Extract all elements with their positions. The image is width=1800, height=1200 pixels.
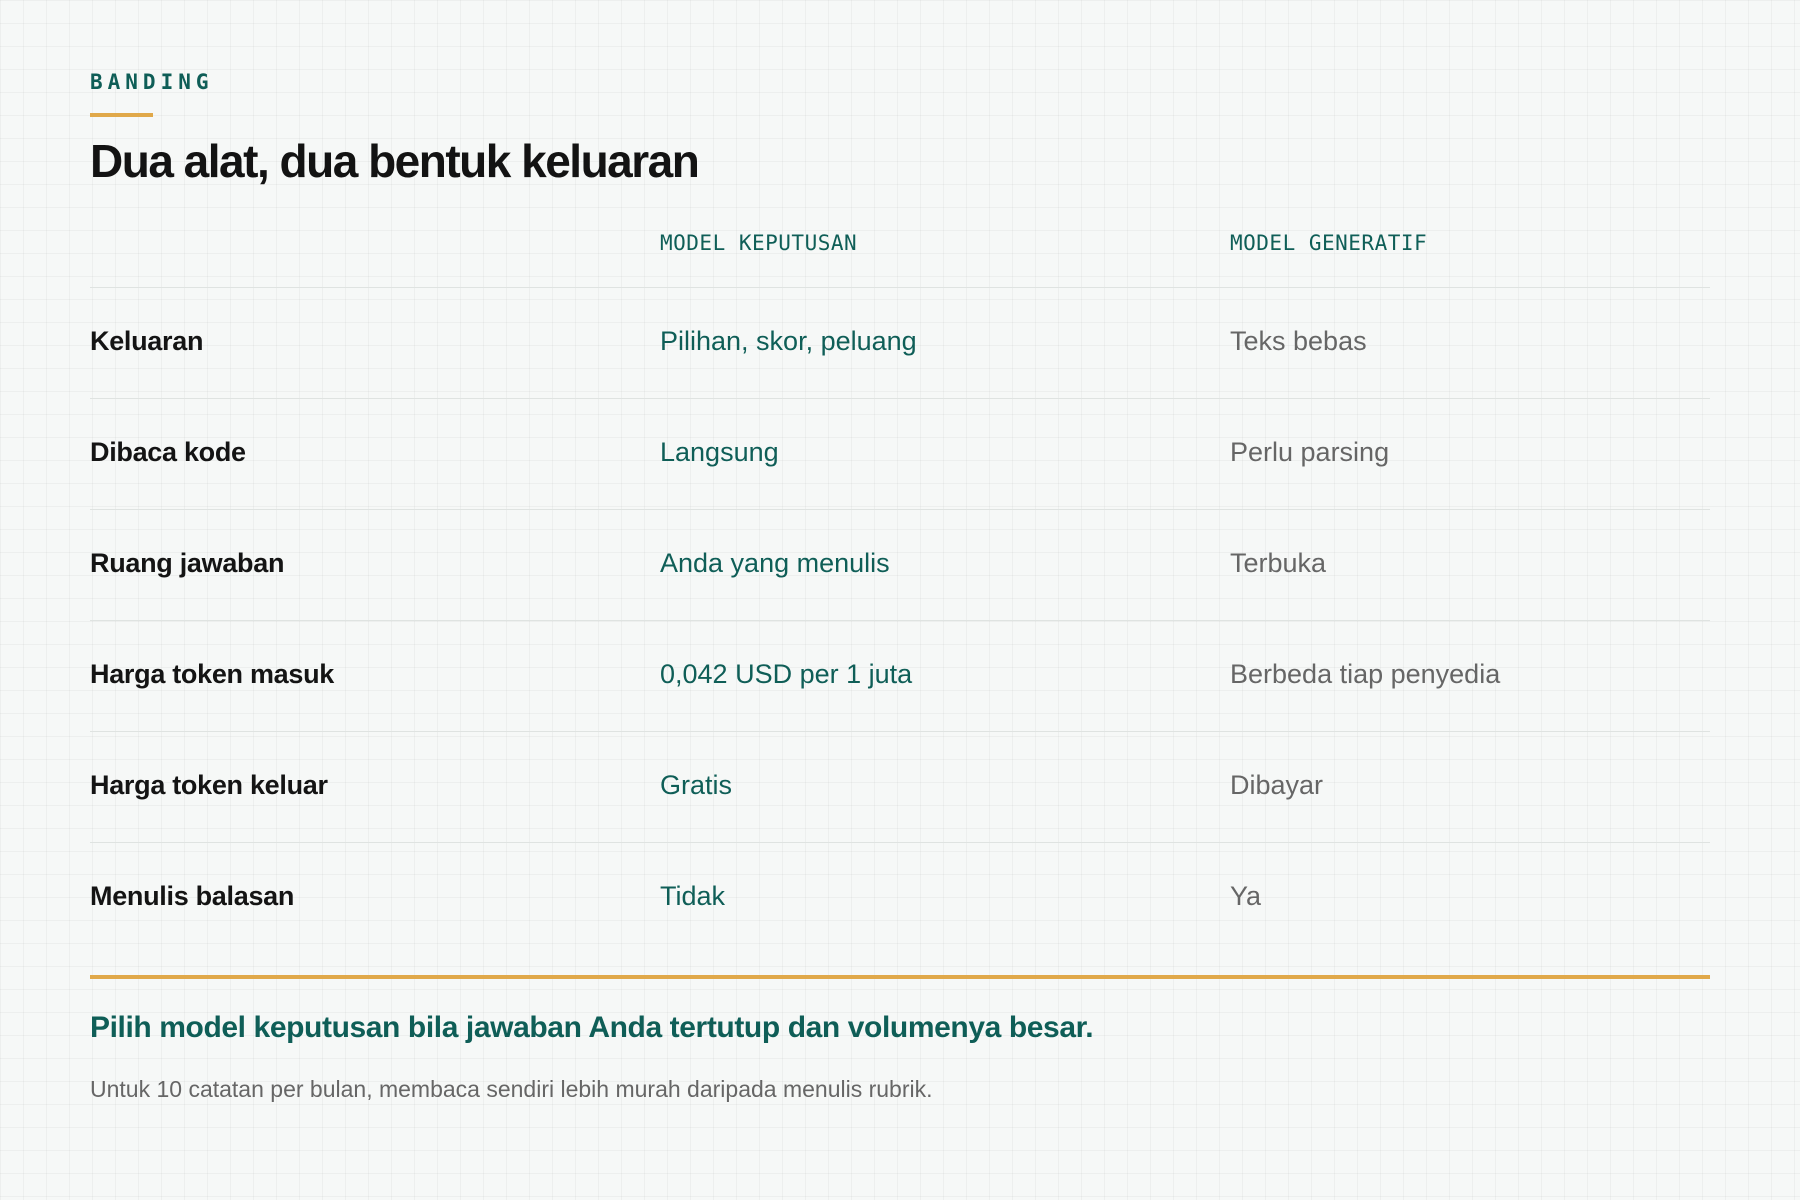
table-row: [90, 398, 1710, 509]
eyebrow-underline: [90, 113, 153, 117]
takeaway-headline: Pilih model keputusan bila jawaban Anda tertutup dan volumenya besar.: [90, 1011, 1094, 1044]
table-row: [90, 731, 1710, 842]
generative-model-value: Terbuka: [1230, 548, 1327, 578]
decision-model-value: Anda yang menulis: [660, 548, 890, 578]
table-header: [90, 220, 1710, 287]
generative-model-value: Ya: [1230, 881, 1262, 911]
row-label: Menulis balasan: [90, 881, 295, 911]
column-header-decision-model: MODEL KEPUTUSAN: [660, 231, 858, 255]
table-row: [90, 842, 1710, 953]
generative-model-value: Perlu parsing: [1230, 437, 1390, 467]
table-row: [90, 287, 1710, 398]
decision-model-value: Langsung: [660, 437, 779, 467]
takeaway-divider: [90, 975, 1710, 979]
row-label: Keluaran: [90, 326, 204, 356]
section-eyebrow: BANDING: [90, 70, 214, 94]
comparison-slide: [90, 0, 1710, 1200]
row-label: Ruang jawaban: [90, 548, 285, 578]
column-header-generative-model: MODEL GENERATIF: [1230, 231, 1428, 255]
table-row: [90, 509, 1710, 620]
table-row: [90, 620, 1710, 731]
row-label: Dibaca kode: [90, 437, 246, 467]
generative-model-value: Teks bebas: [1230, 326, 1367, 356]
generative-model-value: Berbeda tiap penyedia: [1230, 659, 1501, 689]
row-label: Harga token keluar: [90, 770, 328, 800]
row-label: Harga token masuk: [90, 659, 334, 689]
comparison-table: [90, 220, 1710, 953]
decision-model-value: 0,042 USD per 1 juta: [660, 659, 913, 689]
decision-model-value: Tidak: [660, 881, 726, 911]
decision-model-value: Pilihan, skor, peluang: [660, 326, 917, 356]
takeaway-note: Untuk 10 catatan per bulan, membaca sendiri lebih murah daripada menulis rubrik.: [90, 1076, 933, 1102]
decision-model-value: Gratis: [660, 770, 733, 800]
page-title: Dua alat, dua bentuk keluaran: [90, 135, 699, 187]
generative-model-value: Dibayar: [1230, 770, 1324, 800]
